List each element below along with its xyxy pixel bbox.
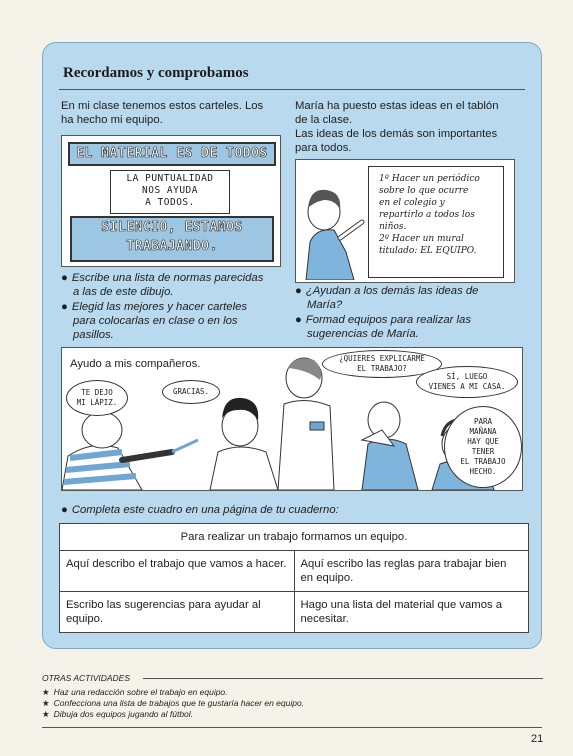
board-line: 2º Hacer un mural [379,234,464,244]
star-icon: ★ [42,698,50,708]
bullet-text: sugerencias de María. [307,328,419,340]
bubble-line: VIENES A MI CASA. [428,382,506,391]
bubble-line: PARA [473,417,493,426]
bubble-line: HAY QUE [467,437,499,446]
star-icon: ★ [42,687,50,697]
left-bullet [61,300,247,342]
comic-caption: Ayudo a mis compañeros. [70,358,201,370]
activity-item [42,698,304,709]
section-title: Recordamos y comprobamos [63,65,249,81]
bubble-line: GRACIAS. [172,387,210,396]
bubble-line: TE DEJO [81,388,113,397]
task-instruction [61,503,339,517]
bullet-icon: ● [295,285,302,297]
sign-line: LA PUNTUALIDAD [126,173,214,184]
sign-line: A TODOS. [145,197,195,208]
sign-silencio [70,216,274,262]
sign-line: TRABAJANDO. [126,239,218,254]
table-cell: Escribo las sugerencias para ayudar al equipo. [60,592,295,633]
sign-line: SILENCIO, ESTAMOS [101,220,243,235]
bullet-text: Elegid las mejores y hacer carteles [71,301,248,313]
bubble-line: MI LÁPIZ. [76,398,118,407]
bulletin-illustration [295,159,515,283]
board-line: titulado: EL EQUIPO. [379,246,477,256]
sign-material: EL MATERIAL ES DE TODOS [68,142,276,166]
bubble-line: EL TRABAJO? [357,364,407,373]
activity-text: Dibuja dos equipos jugando al fútbol. [53,709,194,719]
bubble-line: HECHO. [469,467,497,476]
table-cell: Hago una lista del material que vamos a necesitar. [294,592,529,633]
board-line: niños. [379,222,407,232]
comic-panel [61,347,523,491]
table-cell: Aquí escribo las reglas para trabajar bien en equipo. [294,551,529,592]
board-line: sobre lo que ocurre [379,186,469,196]
signs-illustration [61,135,281,267]
bullet-icon: ● [61,504,68,516]
activity-panel [42,42,542,649]
speech-bubble [66,380,128,416]
bullet-text: Escribe una lista de normas parecidas [71,272,264,284]
bullet-icon: ● [61,272,68,284]
bullet-text: María? [307,299,343,311]
bullet-text: ¿Ayudan a los demás las ideas de [305,285,479,297]
footer-divider [42,727,542,728]
bullet-text: para colocarlas en clase o en los [73,315,238,327]
left-intro-line: ha hecho mi equipo. [61,114,163,126]
bullet-text: a las de este dibujo. [73,286,174,298]
board-line: repartirlo a todos los [379,210,475,220]
right-bullet [295,313,471,341]
bullet-icon: ● [295,314,302,326]
bullet-text: Formad equipos para realizar las [305,314,471,326]
girl-drawing [296,160,366,280]
bubble-line: SÍ, LUEGO [446,372,488,381]
section-divider [143,678,543,679]
bubble-line: MAÑANA [469,427,497,436]
title-divider [59,89,525,90]
right-intro-line: Las ideas de los demás son importantes [295,128,498,140]
bullet-icon: ● [61,301,68,313]
star-icon: ★ [42,709,50,719]
speech-bubble [162,380,220,404]
bullet-text: pasillos. [73,329,114,341]
right-intro-line: para todos. [295,142,352,154]
activity-item [42,709,193,720]
right-intro-line: María ha puesto estas ideas en el tablón [295,100,499,112]
team-table [59,523,529,633]
speech-bubble [416,366,518,398]
page-number: 21 [531,733,544,745]
left-intro-line: En mi clase tenemos estos carteles. Los [61,100,264,112]
right-intro-line: de la clase. [295,114,353,126]
right-intro [295,99,498,155]
activity-text: Confecciona una lista de trabajos que te gustaría hacer en equipo. [53,698,305,708]
task-text: Completa este cuadro en una página de tu cuaderno: [71,504,339,516]
other-activities-title: OTRAS ACTIVIDADES [42,673,131,683]
left-intro [61,99,263,127]
board-line: 1º Hacer un periódico [379,174,480,184]
sign-line: NOS AYUDA [142,185,198,196]
speech-bubble [444,406,522,488]
bubble-line: ¿QUIERES EXPLICARME [339,354,425,363]
bulletin-board [368,166,504,278]
activity-item [42,687,228,698]
activity-text: Haz una redacción sobre el trabajo en equipo. [53,687,228,697]
bubble-line: TENER [471,447,495,456]
table-header: Para realizar un trabajo formamos un equipo. [60,524,529,551]
board-line: en el colegio y [379,198,445,208]
right-bullet [295,284,478,312]
left-bullet [61,271,263,299]
sign-puntualidad [110,170,230,214]
table-cell: Aquí describo el trabajo que vamos a hacer. [60,551,295,592]
bubble-line: EL TRABAJO [460,457,506,466]
